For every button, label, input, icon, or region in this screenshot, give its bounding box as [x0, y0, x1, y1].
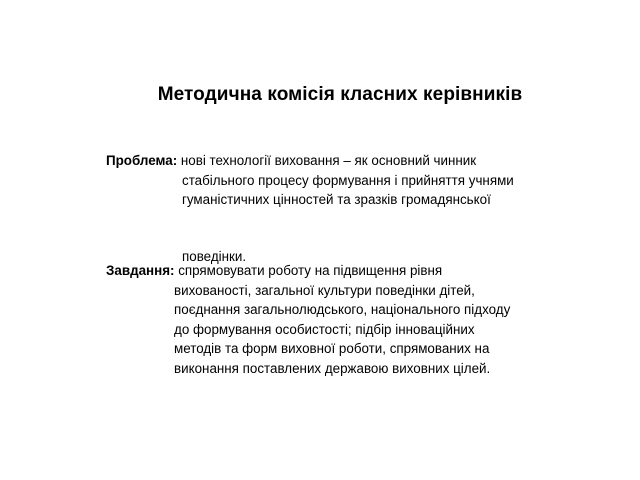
- problem-block: [106, 151, 514, 266]
- problem-text-line-2: стабільного процесу формування і прийняття учнями: [182, 172, 514, 188]
- task-text-line-2: вихованості, загальної культури поведінки дітей,: [174, 282, 475, 298]
- slide-title: Методична комісія класних керівників: [157, 84, 523, 105]
- problem-text-line-1: нові технології виховання – як основний чинник: [177, 153, 477, 168]
- problem-text-line-4: поведінки.: [182, 248, 247, 264]
- task-text-line-5: методів та форм виховної роботи, спрямованих на: [174, 341, 490, 356]
- task-line-row-4: [106, 320, 475, 340]
- task-text-line-4: до формування особистості; підбір інноваційних: [174, 321, 475, 337]
- task-line-row-3: [106, 300, 511, 320]
- problem-first-line: [106, 151, 476, 171]
- task-block: [106, 261, 511, 378]
- problem-gap: [106, 210, 476, 247]
- problem-text-line-3: гуманістичних цінностей та зразків громадянської: [182, 192, 491, 207]
- problem-line-row-3: [106, 190, 491, 210]
- task-text-line-6: виконання поставлених державою виховних цілей.: [174, 360, 491, 376]
- task-text-line-3: поєднання загальнолюдського, національного підходу: [174, 302, 511, 317]
- task-line-row-2: [106, 281, 475, 301]
- problem-line-row-2: [106, 171, 514, 191]
- task-line-row-6: [106, 359, 491, 379]
- task-first-line: [106, 261, 442, 281]
- problem-label: Проблема:: [106, 153, 178, 168]
- task-label: Завдання:: [106, 263, 175, 278]
- task-line-row-5: [106, 339, 490, 359]
- task-text-line-1: спрямовувати роботу на підвищення рівня: [174, 263, 443, 278]
